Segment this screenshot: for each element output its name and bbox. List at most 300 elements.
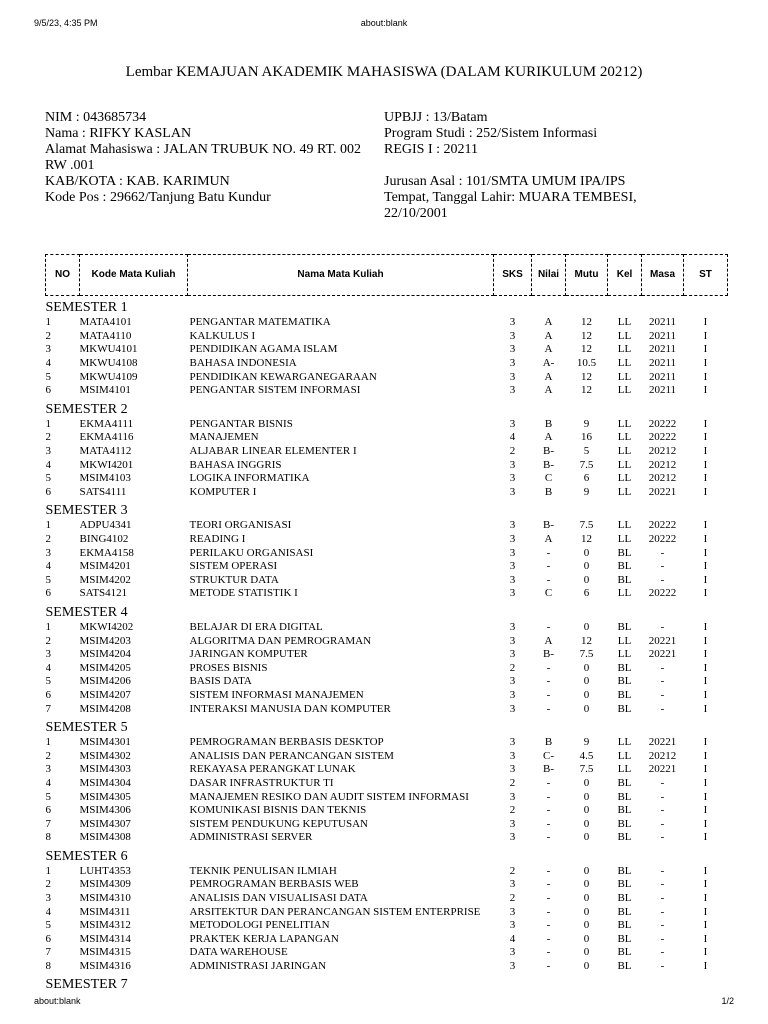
semester-label: SEMESTER 5 (45, 719, 128, 735)
cell-mutu: 0 (583, 804, 590, 817)
cell-kode: MATA4112 (79, 445, 132, 458)
table-row (46, 905, 728, 919)
cell-mutu: 12 (581, 533, 592, 546)
table-row (46, 316, 728, 330)
cell-kode: EKMA4158 (79, 546, 134, 559)
cell-nilai: - (546, 878, 551, 891)
cell-st: I (703, 776, 708, 789)
cell-no: 1 (45, 620, 51, 633)
cell-sks: 3 (509, 472, 516, 485)
cell-kode: MSIM4208 (79, 702, 131, 715)
cell-st: I (703, 878, 708, 891)
cell-masa: - (660, 675, 665, 688)
cell-masa: 20211 (648, 384, 677, 397)
cell-no: 2 (45, 533, 51, 546)
semester-row (46, 296, 728, 317)
cell-mutu: 0 (583, 546, 590, 559)
cell-kel: LL (617, 357, 632, 370)
cell-sks: 3 (509, 316, 516, 329)
student-info-left (45, 110, 375, 206)
cell-sks: 3 (509, 763, 516, 776)
cell-no: 8 (45, 960, 51, 973)
cell-masa: - (660, 892, 665, 905)
cell-st: I (703, 533, 708, 546)
cell-kel: BL (617, 573, 632, 586)
cell-mutu: 0 (583, 946, 590, 959)
cell-mutu: 0 (583, 905, 590, 918)
cell-st: I (703, 370, 708, 383)
cell-nama: PROSES BISNIS (189, 661, 268, 674)
cell-kode: MSIM4207 (79, 688, 131, 701)
cell-kel: LL (617, 763, 632, 776)
table-row (46, 445, 728, 459)
cell-st: I (703, 343, 708, 356)
cell-st: I (703, 892, 708, 905)
cell-nama: BASIS DATA (189, 675, 252, 688)
table-row (46, 763, 728, 777)
cell-mutu: 12 (581, 384, 592, 397)
table-row (46, 878, 728, 892)
cell-nilai: - (546, 675, 551, 688)
cell-kode: MSIM4206 (79, 675, 131, 688)
cell-masa: - (660, 560, 665, 573)
cell-nama: INTERAKSI MANUSIA DAN KOMPUTER (189, 702, 391, 715)
cell-kel: BL (617, 661, 632, 674)
cell-kode: MSIM4303 (79, 763, 131, 776)
cell-mutu: 0 (583, 560, 590, 573)
cell-no: 2 (45, 329, 51, 342)
browser-print-header (0, 16, 768, 30)
cell-kel: BL (617, 790, 632, 803)
cell-nama: PEMROGRAMAN BERBASIS DESKTOP (189, 736, 384, 749)
cell-kel: BL (617, 620, 632, 633)
cell-no: 5 (45, 919, 51, 932)
student-address: Alamat Mahasiswa : JALAN TRUBUK NO. 49 RT. 002 RW .001 (45, 142, 361, 173)
cell-kel: BL (617, 804, 632, 817)
cell-nilai: - (546, 688, 551, 701)
cell-sks: 3 (509, 485, 516, 498)
cell-kode: MSIM4203 (79, 634, 131, 647)
cell-nilai: C (544, 472, 553, 485)
table-row (46, 546, 728, 560)
cell-mutu: 6 (583, 587, 590, 600)
cell-nilai: - (546, 946, 551, 959)
table-row (46, 648, 728, 662)
cell-kode: MSIM4205 (79, 661, 131, 674)
table-row (46, 621, 728, 635)
cell-no: 5 (45, 472, 51, 485)
header-st: ST (684, 255, 728, 296)
cell-nama: STRUKTUR DATA (189, 573, 279, 586)
cell-st: I (703, 620, 708, 633)
cell-kode: MSIM4310 (79, 892, 131, 905)
table-row (46, 933, 728, 947)
cell-kode: MSIM4308 (79, 831, 131, 844)
cell-kode: MSIM4305 (79, 790, 131, 803)
cell-masa: 20211 (648, 329, 677, 342)
cell-kode: MSIM4314 (79, 932, 131, 945)
cell-st: I (703, 458, 708, 471)
cell-nilai: B- (543, 763, 554, 776)
cell-nilai: - (546, 702, 551, 715)
cell-nama: PENDIDIKAN AGAMA ISLAM (189, 343, 338, 356)
cell-nilai: B (544, 417, 553, 430)
cell-masa: 20211 (648, 370, 677, 383)
cell-no: 6 (45, 688, 51, 701)
cell-kode: MSIM4309 (79, 878, 131, 891)
cell-nilai: - (546, 790, 551, 803)
cell-sks: 3 (509, 905, 516, 918)
table-row (46, 865, 728, 879)
cell-nama: PENGANTAR MATEMATIKA (189, 316, 331, 329)
table-row (46, 431, 728, 445)
cell-no: 6 (45, 804, 51, 817)
cell-nilai: A- (542, 357, 555, 370)
cell-sks: 3 (509, 587, 516, 600)
cell-nilai: - (546, 960, 551, 973)
cell-sks: 4 (509, 431, 516, 444)
cell-no: 1 (45, 864, 51, 877)
header-kode: Kode Mata Kuliah (80, 255, 188, 296)
cell-mutu: 9 (583, 736, 590, 749)
cell-nilai: - (546, 546, 551, 559)
browser-print-footer (0, 994, 768, 1008)
cell-nilai: B- (543, 458, 554, 471)
cell-sks: 3 (509, 960, 516, 973)
cell-kode: MKWU4108 (79, 357, 138, 370)
cell-masa: - (660, 946, 665, 959)
cell-sks: 4 (509, 932, 516, 945)
grades-table-body (46, 296, 728, 994)
table-row (46, 790, 728, 804)
cell-kode: MSIM4315 (79, 946, 131, 959)
table-row (46, 587, 728, 601)
cell-nilai: B (544, 485, 553, 498)
cell-nama: READING I (189, 533, 246, 546)
cell-no: 6 (45, 485, 51, 498)
cell-kel: BL (617, 864, 632, 877)
cell-mutu: 4.5 (579, 749, 594, 762)
cell-st: I (703, 831, 708, 844)
cell-sks: 3 (509, 749, 516, 762)
cell-sks: 3 (509, 519, 516, 532)
cell-kel: LL (617, 519, 632, 532)
cell-st: I (703, 546, 708, 559)
table-row (46, 384, 728, 398)
cell-masa: 20212 (648, 445, 677, 458)
cell-st: I (703, 905, 708, 918)
cell-sks: 3 (509, 790, 516, 803)
cell-kode: MSIM4103 (79, 472, 131, 485)
cell-sks: 3 (509, 343, 516, 356)
cell-st: I (703, 946, 708, 959)
table-row (46, 370, 728, 384)
table-row (46, 661, 728, 675)
header-masa: Masa (642, 255, 684, 296)
cell-kel: LL (617, 370, 632, 383)
cell-mutu: 0 (583, 919, 590, 932)
semester-label: SEMESTER 7 (45, 977, 128, 993)
table-row (46, 533, 728, 547)
cell-kel: BL (617, 675, 632, 688)
cell-st: I (703, 688, 708, 701)
cell-kode: MSIM4301 (79, 736, 131, 749)
cell-masa: 20212 (648, 458, 677, 471)
print-datetime: 9/5/23, 4:35 PM (34, 18, 98, 28)
cell-sks: 3 (509, 919, 516, 932)
semester-label: SEMESTER 1 (45, 300, 128, 315)
cell-st: I (703, 648, 708, 661)
cell-nilai: C- (543, 749, 554, 762)
cell-nama: TEORI ORGANISASI (189, 519, 292, 532)
header-nilai: Nilai (532, 255, 566, 296)
cell-nilai: - (546, 892, 551, 905)
cell-sks: 3 (509, 533, 516, 546)
cell-kode: SATS4111 (79, 485, 127, 498)
header-no: NO (46, 255, 80, 296)
cell-mutu: 0 (583, 675, 590, 688)
cell-st: I (703, 749, 708, 762)
cell-mutu: 10.5 (576, 357, 597, 370)
cell-sks: 3 (509, 458, 516, 471)
cell-nilai: - (546, 864, 551, 877)
cell-no: 4 (45, 560, 51, 573)
cell-kode: EKMA4116 (79, 431, 134, 444)
cell-kel: LL (617, 316, 632, 329)
header-mutu: Mutu (566, 255, 608, 296)
cell-kode: MKWI4201 (79, 458, 134, 471)
cell-masa: - (660, 905, 665, 918)
cell-masa: 20221 (648, 634, 677, 647)
table-row (46, 343, 728, 357)
cell-no: 6 (45, 932, 51, 945)
cell-st: I (703, 445, 708, 458)
cell-mutu: 0 (583, 573, 590, 586)
cell-sks: 3 (509, 946, 516, 959)
cell-kel: LL (617, 648, 632, 661)
semester-label: SEMESTER 4 (45, 604, 128, 620)
cell-sks: 3 (509, 546, 516, 559)
cell-nilai: A (544, 370, 553, 383)
cell-nama: PEMROGRAMAN BERBASIS WEB (189, 878, 359, 891)
cell-kel: LL (617, 343, 632, 356)
cell-no: 5 (45, 573, 51, 586)
cell-no: 2 (45, 878, 51, 891)
header-nama: Nama Mata Kuliah (188, 255, 494, 296)
cell-kel: LL (617, 384, 632, 397)
cell-kode: MKWU4101 (79, 343, 138, 356)
cell-masa: - (660, 573, 665, 586)
table-row (46, 749, 728, 763)
cell-st: I (703, 661, 708, 674)
table-row (46, 919, 728, 933)
cell-mutu: 0 (583, 960, 590, 973)
cell-nama: ARSITEKTUR DAN PERANCANGAN SISTEM ENTERPRISE (189, 905, 481, 918)
table-row (46, 777, 728, 791)
cell-kel: LL (617, 417, 632, 430)
cell-kode: MSIM4101 (79, 384, 131, 397)
cell-no: 4 (45, 458, 51, 471)
cell-kel: BL (617, 702, 632, 715)
cell-sks: 2 (509, 661, 516, 674)
cell-nama: SISTEM PENDUKUNG KEPUTUSAN (189, 817, 368, 830)
cell-no: 3 (45, 546, 51, 559)
cell-kel: BL (617, 817, 632, 830)
cell-no: 5 (45, 675, 51, 688)
table-row (46, 817, 728, 831)
cell-no: 5 (45, 790, 51, 803)
cell-kode: MSIM4302 (79, 749, 131, 762)
cell-masa: - (660, 702, 665, 715)
semester-row (46, 716, 728, 736)
cell-nilai: - (546, 776, 551, 789)
table-row (46, 574, 728, 588)
cell-kode: MSIM4311 (79, 905, 131, 918)
grades-table-container (45, 254, 727, 993)
cell-nilai: - (546, 919, 551, 932)
cell-masa: 20222 (648, 519, 677, 532)
cell-nama: PRAKTEK KERJA LAPANGAN (189, 932, 339, 945)
cell-masa: 20212 (648, 749, 677, 762)
cell-nama: LOGIKA INFORMATIKA (189, 472, 310, 485)
cell-mutu: 12 (581, 316, 592, 329)
cell-masa: 20222 (648, 587, 677, 600)
cell-no: 2 (45, 634, 51, 647)
cell-mutu: 0 (583, 620, 590, 633)
cell-st: I (703, 431, 708, 444)
table-row (46, 472, 728, 486)
cell-nilai: - (546, 804, 551, 817)
cell-nilai: A (544, 316, 553, 329)
semester-row (46, 499, 728, 519)
cell-kode: MSIM4201 (79, 560, 131, 573)
cell-nama: MANAJEMEN (189, 431, 259, 444)
upbjj: UPBJJ : 13/Batam (384, 110, 488, 125)
cell-nilai: - (546, 661, 551, 674)
footer-url: about:blank (34, 996, 81, 1006)
cell-kel: BL (617, 905, 632, 918)
cell-nama: JARINGAN KOMPUTER (189, 648, 308, 661)
cell-nama: DASAR INFRASTRUKTUR TI (189, 776, 334, 789)
cell-no: 8 (45, 831, 51, 844)
cell-mutu: 12 (581, 329, 592, 342)
cell-nama: DATA WAREHOUSE (189, 946, 288, 959)
cell-st: I (703, 763, 708, 776)
cell-no: 3 (45, 892, 51, 905)
cell-nilai: B- (543, 519, 554, 532)
cell-mutu: 0 (583, 661, 590, 674)
semester-label: SEMESTER 3 (45, 503, 128, 519)
cell-sks: 3 (509, 736, 516, 749)
print-url: about:blank (360, 18, 408, 28)
cell-st: I (703, 960, 708, 973)
cell-nilai: - (546, 620, 551, 633)
cell-kel: LL (617, 736, 632, 749)
cell-nama: ALJABAR LINEAR ELEMENTER I (189, 445, 357, 458)
cell-nilai: - (546, 560, 551, 573)
cell-mutu: 9 (583, 417, 590, 430)
cell-kode: MSIM4306 (79, 804, 131, 817)
cell-masa: 20221 (648, 763, 677, 776)
cell-nilai: B- (543, 648, 554, 661)
student-city: KAB/KOTA : KAB. KARIMUN (45, 174, 230, 189)
page-number: 1/2 (721, 996, 734, 1006)
cell-masa: - (660, 817, 665, 830)
cell-sks: 3 (509, 675, 516, 688)
cell-st: I (703, 573, 708, 586)
cell-nilai: - (546, 932, 551, 945)
cell-st: I (703, 736, 708, 749)
cell-kode: MSIM4304 (79, 776, 131, 789)
cell-nama: PENGANTAR BISNIS (189, 417, 293, 430)
cell-nama: ANALISIS DAN VISUALISASI DATA (189, 892, 368, 905)
cell-no: 7 (45, 702, 51, 715)
cell-sks: 2 (509, 892, 516, 905)
cell-nama: MANAJEMEN RESIKO DAN AUDIT SISTEM INFORMASI (189, 790, 469, 803)
cell-nama: BELAJAR DI ERA DIGITAL (189, 620, 323, 633)
table-row (46, 634, 728, 648)
cell-st: I (703, 329, 708, 342)
cell-nama: KALKULUS I (189, 329, 256, 342)
table-row (46, 330, 728, 344)
cell-kel: BL (617, 688, 632, 701)
cell-masa: - (660, 932, 665, 945)
cell-no: 3 (45, 445, 51, 458)
cell-kode: LUHT4353 (79, 864, 131, 877)
cell-st: I (703, 932, 708, 945)
table-row (46, 946, 728, 960)
cell-kode: MSIM4307 (79, 817, 131, 830)
student-postcode: Kode Pos : 29662/Tanjung Batu Kundur (45, 190, 271, 205)
table-row (46, 689, 728, 703)
cell-kel: BL (617, 831, 632, 844)
cell-st: I (703, 864, 708, 877)
table-header-row (46, 255, 728, 296)
document-title: Lembar KEMAJUAN AKADEMIK MAHASISWA (DALAM KURIKULUM 20212) (125, 64, 643, 80)
cell-nilai: - (546, 817, 551, 830)
cell-nama: REKAYASA PERANGKAT LUNAK (189, 763, 356, 776)
cell-st: I (703, 790, 708, 803)
cell-no: 4 (45, 357, 51, 370)
cell-nama: BAHASA INDONESIA (189, 357, 297, 370)
cell-nilai: B (544, 736, 553, 749)
cell-sks: 2 (509, 776, 516, 789)
cell-mutu: 0 (583, 864, 590, 877)
cell-kode: ADPU4341 (79, 519, 132, 532)
cell-sks: 3 (509, 688, 516, 701)
cell-masa: - (660, 776, 665, 789)
cell-nama: PENGANTAR SISTEM INFORMASI (189, 384, 361, 397)
origin-major: Jurusan Asal : 101/SMTA UMUM IPA/IPS (384, 174, 626, 189)
cell-kel: LL (617, 329, 632, 342)
table-row (46, 702, 728, 716)
cell-kel: LL (617, 485, 632, 498)
cell-no: 1 (45, 316, 51, 329)
cell-masa: - (660, 790, 665, 803)
cell-nama: BAHASA INGGRIS (189, 458, 282, 471)
cell-mutu: 0 (583, 702, 590, 715)
cell-st: I (703, 817, 708, 830)
cell-masa: - (660, 688, 665, 701)
cell-nama: TEKNIK PENULISAN ILMIAH (189, 864, 337, 877)
cell-masa: - (660, 804, 665, 817)
cell-sks: 2 (509, 804, 516, 817)
cell-no: 6 (45, 587, 51, 600)
cell-nilai: C (544, 587, 553, 600)
cell-mutu: 12 (581, 343, 592, 356)
cell-kel: BL (617, 919, 632, 932)
table-row (46, 560, 728, 574)
